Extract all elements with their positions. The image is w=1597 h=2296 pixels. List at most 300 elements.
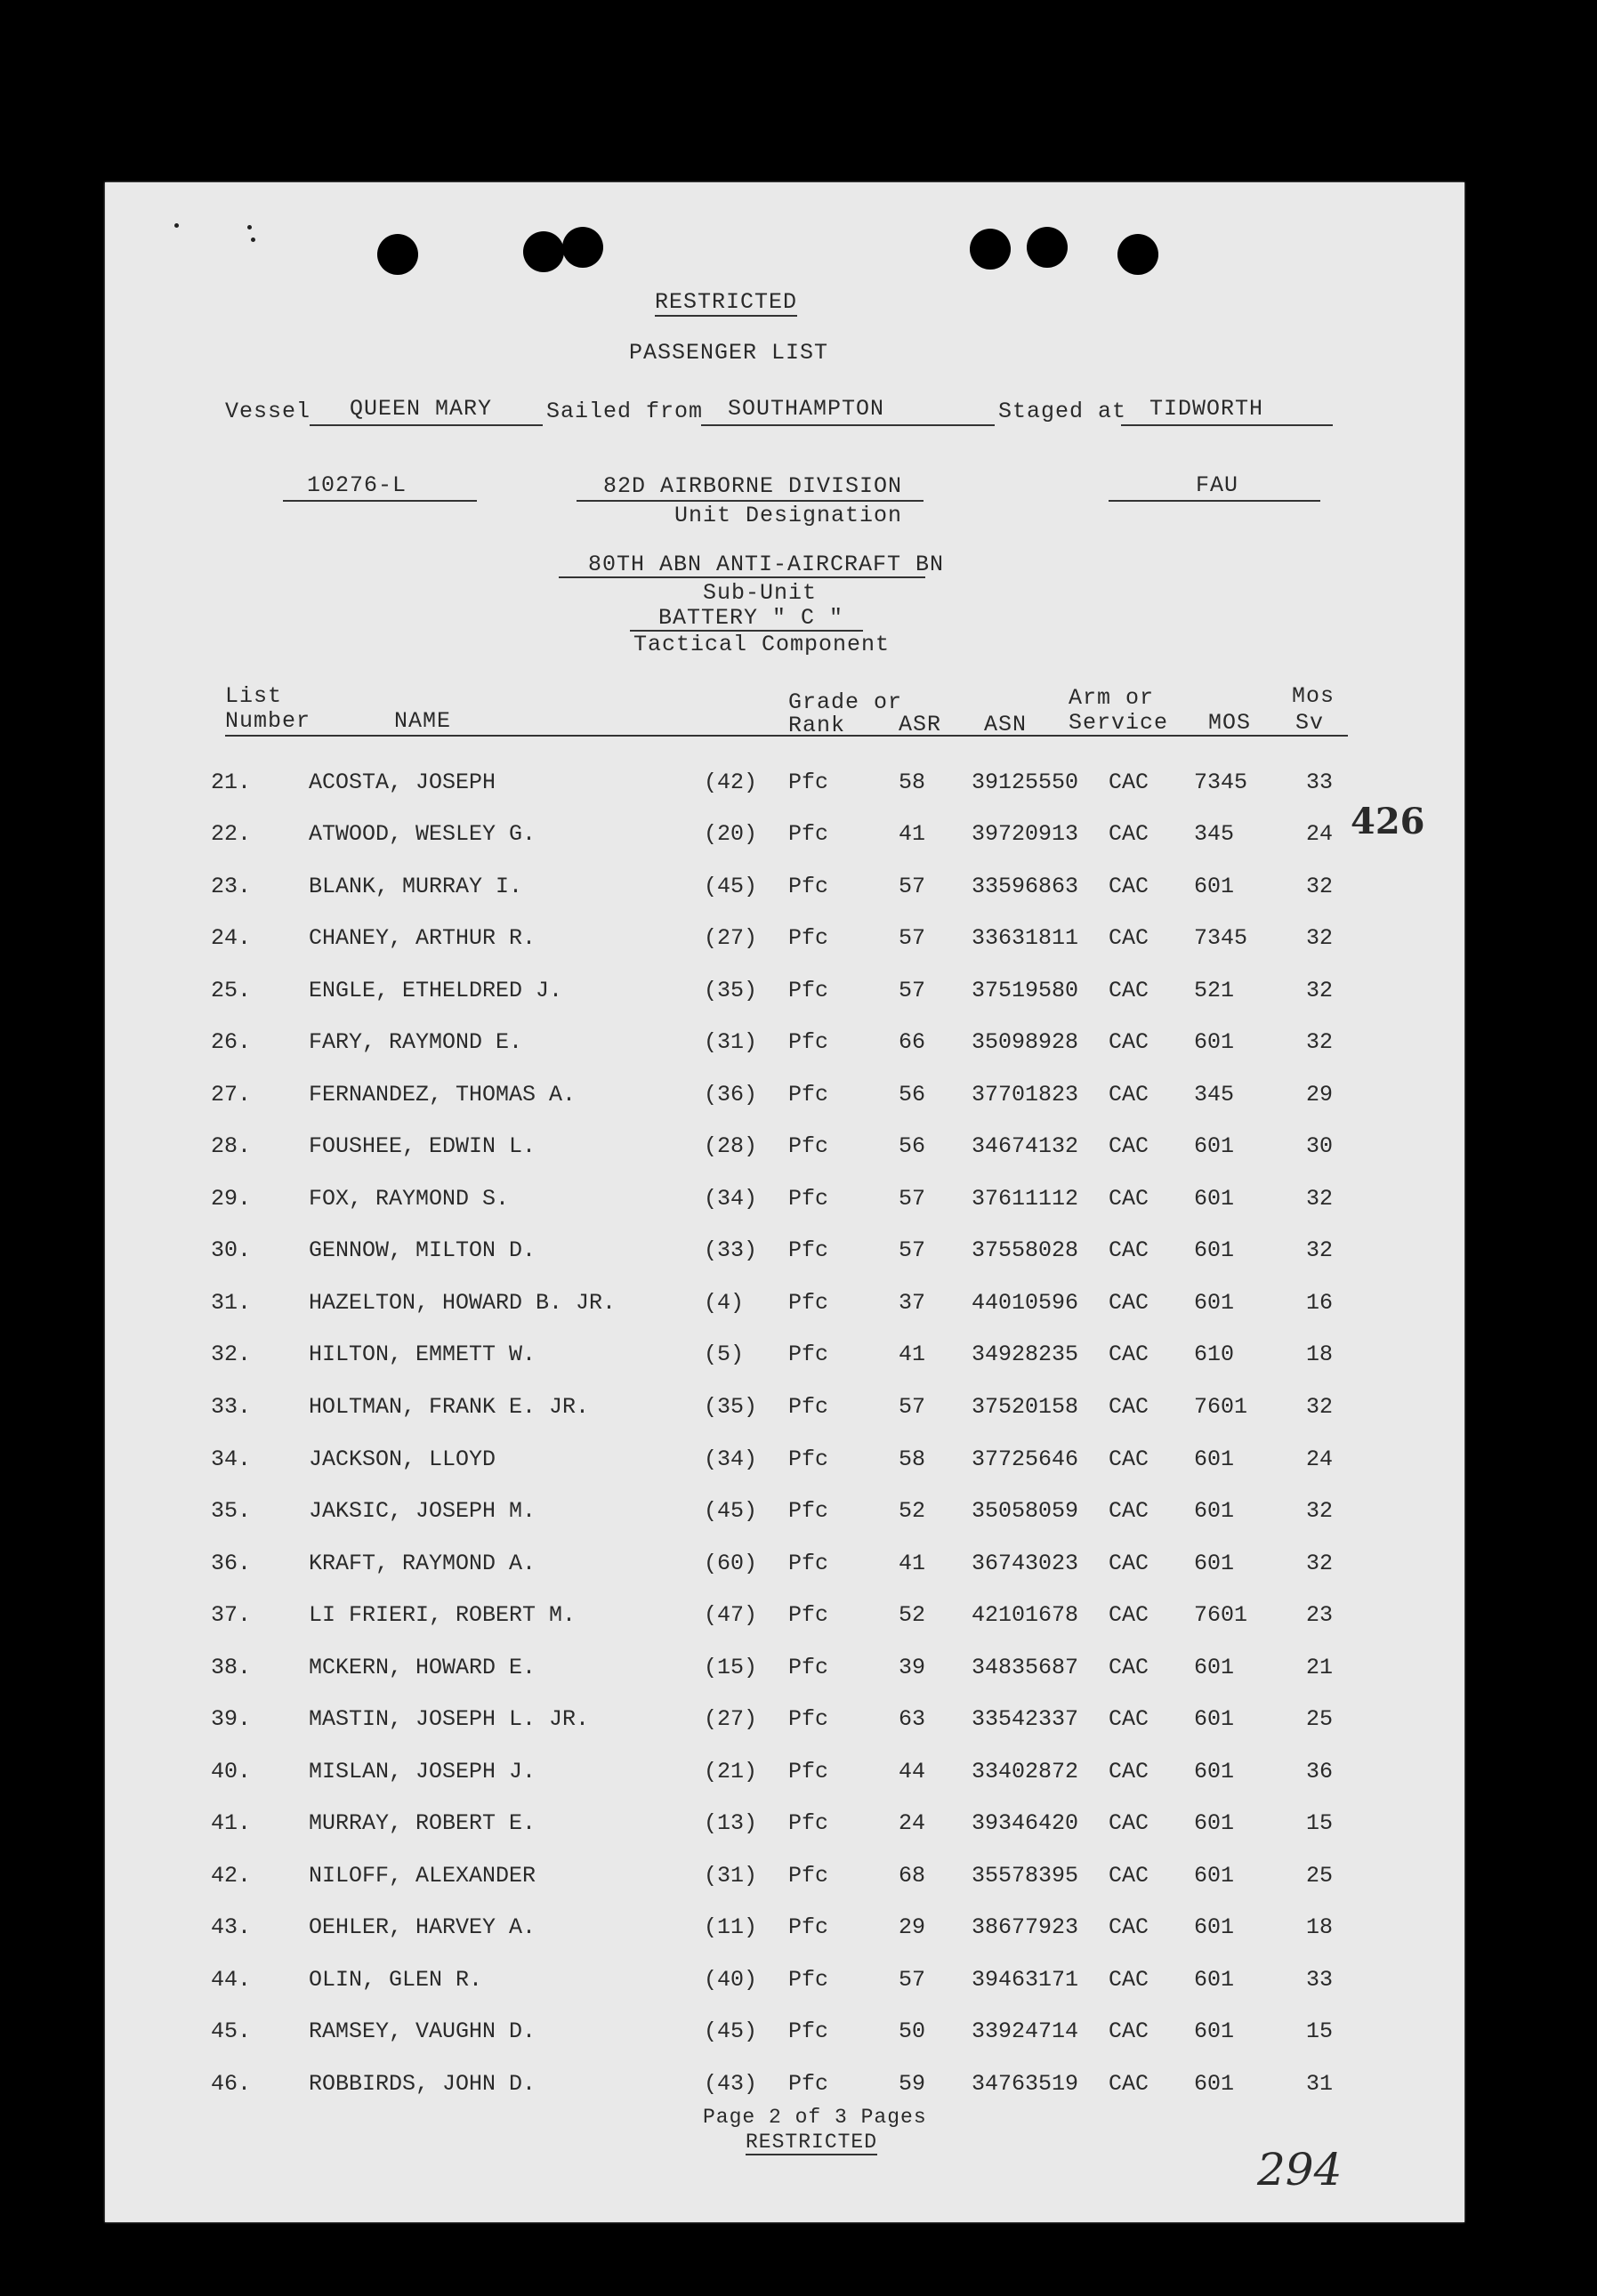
- asr: 41: [899, 821, 926, 847]
- table-row: [105, 1810, 1464, 1846]
- passenger-name: KRAFT, RAYMOND A.: [309, 1551, 536, 1576]
- table-row: [105, 1341, 1464, 1377]
- arm-service: CAC: [1109, 874, 1149, 899]
- handwritten-number: 294: [1257, 2144, 1343, 2195]
- table-row: [105, 1967, 1464, 2002]
- asn: 37558028: [972, 1237, 1079, 1263]
- mos-sv: 32: [1306, 1551, 1334, 1576]
- mos-sv: 16: [1306, 1290, 1334, 1316]
- passenger-name: OLIN, GLEN R.: [309, 1967, 483, 1993]
- list-number: 39.: [211, 1706, 252, 1732]
- mos-sv: 24: [1306, 1446, 1334, 1472]
- table-row: [105, 1446, 1464, 1482]
- asr: 52: [899, 1498, 926, 1524]
- passenger-name: JAKSIC, JOSEPH M.: [309, 1498, 536, 1524]
- mos-sv: 32: [1306, 925, 1334, 951]
- arm-service: CAC: [1109, 1967, 1149, 1993]
- col-mos: MOS: [1208, 710, 1252, 736]
- list-number: 38.: [211, 1655, 252, 1680]
- grade: Pfc: [788, 1186, 829, 1212]
- asn: 35578395: [972, 1863, 1079, 1889]
- list-number: 30.: [211, 1237, 252, 1263]
- passenger-name: OEHLER, HARVEY A.: [309, 1914, 536, 1940]
- asr: 41: [899, 1551, 926, 1576]
- passenger-name: FOX, RAYMOND S.: [309, 1186, 510, 1212]
- staged-label: Staged at: [998, 399, 1127, 424]
- arm-service: CAC: [1109, 1237, 1149, 1263]
- list-number: 37.: [211, 1602, 252, 1628]
- grade: Pfc: [788, 1290, 829, 1316]
- index: (34): [704, 1446, 758, 1472]
- list-number: 32.: [211, 1341, 252, 1367]
- mos: 601: [1194, 1706, 1235, 1732]
- mos: 7601: [1194, 1394, 1248, 1420]
- mos: 345: [1194, 1082, 1235, 1108]
- asr: 57: [899, 1186, 926, 1212]
- index: (33): [704, 1237, 758, 1263]
- col-arm-2: Service: [1069, 710, 1169, 736]
- grade: Pfc: [788, 1029, 829, 1055]
- sub-unit-label: Sub-Unit: [703, 580, 818, 606]
- grade: Pfc: [788, 1914, 829, 1940]
- list-number: 36.: [211, 1551, 252, 1576]
- index: (31): [704, 1863, 758, 1889]
- passenger-name: CHANEY, ARTHUR R.: [309, 925, 536, 951]
- punch-hole: [562, 227, 603, 268]
- asr: 56: [899, 1133, 926, 1159]
- passenger-name: MISLAN, JOSEPH J.: [309, 1759, 536, 1784]
- asn: 44010596: [972, 1290, 1079, 1316]
- index: (34): [704, 1186, 758, 1212]
- grade: Pfc: [788, 1082, 829, 1108]
- passenger-name: ENGLE, ETHELDRED J.: [309, 978, 563, 1003]
- mos: 345: [1194, 821, 1235, 847]
- list-number: 41.: [211, 1810, 252, 1836]
- table-row: [105, 1237, 1464, 1273]
- stamp-number: 426: [1351, 801, 1425, 842]
- punch-hole: [377, 234, 418, 275]
- table-row: [105, 1082, 1464, 1117]
- asr: 59: [899, 2071, 926, 2097]
- arm-service: CAC: [1109, 1863, 1149, 1889]
- vessel-value: QUEEN MARY: [350, 396, 493, 422]
- grade: Pfc: [788, 874, 829, 899]
- arm-service: CAC: [1109, 1551, 1149, 1576]
- table-row: [105, 769, 1464, 805]
- arm-service: CAC: [1109, 1029, 1149, 1055]
- table-row: [105, 1290, 1464, 1325]
- punch-hole: [1117, 234, 1158, 275]
- passenger-name: GENNOW, MILTON D.: [309, 1237, 536, 1263]
- passenger-name: HILTON, EMMETT W.: [309, 1341, 536, 1367]
- asr: 50: [899, 2018, 926, 2044]
- code-value: FAU: [1196, 472, 1239, 498]
- grade: Pfc: [788, 1967, 829, 1993]
- asn: 33924714: [972, 2018, 1079, 2044]
- mos: 601: [1194, 1186, 1235, 1212]
- asr: 66: [899, 1029, 926, 1055]
- mos: 7601: [1194, 1602, 1248, 1628]
- list-number: 35.: [211, 1498, 252, 1524]
- list-number: 42.: [211, 1863, 252, 1889]
- list-number: 21.: [211, 769, 252, 795]
- asn: 35098928: [972, 1029, 1079, 1055]
- asr: 68: [899, 1863, 926, 1889]
- asn: 33542337: [972, 1706, 1079, 1732]
- table-row: [105, 1759, 1464, 1794]
- table-row: [105, 925, 1464, 961]
- mos-sv: 18: [1306, 1341, 1334, 1367]
- speck: [174, 223, 179, 228]
- index: (20): [704, 821, 758, 847]
- mos-sv: 36: [1306, 1759, 1334, 1784]
- arm-service: CAC: [1109, 769, 1149, 795]
- grade: Pfc: [788, 925, 829, 951]
- arm-service: CAC: [1109, 1446, 1149, 1472]
- passenger-name: JACKSON, LLOYD: [309, 1446, 496, 1472]
- asn: 33596863: [972, 874, 1079, 899]
- list-number: 44.: [211, 1967, 252, 1993]
- arm-service: CAC: [1109, 1602, 1149, 1628]
- mos-sv: 32: [1306, 1237, 1334, 1263]
- asr: 57: [899, 1967, 926, 1993]
- arm-service: CAC: [1109, 1810, 1149, 1836]
- asn: 39720913: [972, 821, 1079, 847]
- table-row: [105, 1863, 1464, 1898]
- list-number: 23.: [211, 874, 252, 899]
- asn: 37701823: [972, 1082, 1079, 1108]
- asn: 37519580: [972, 978, 1079, 1003]
- index: (45): [704, 2018, 758, 2044]
- table-row: [105, 1914, 1464, 1950]
- mos-sv: 32: [1306, 978, 1334, 1003]
- arm-service: CAC: [1109, 2018, 1149, 2044]
- tactical-label: Tactical Component: [633, 632, 891, 657]
- asr: 58: [899, 769, 926, 795]
- grade: Pfc: [788, 1498, 829, 1524]
- mos: 601: [1194, 1133, 1235, 1159]
- table-row: [105, 1602, 1464, 1638]
- list-number: 40.: [211, 1759, 252, 1784]
- restricted-header: RESTRICTED: [655, 289, 798, 315]
- asn: 34928235: [972, 1341, 1079, 1367]
- mos-sv: 32: [1306, 874, 1334, 899]
- asr: 63: [899, 1706, 926, 1732]
- mos: 601: [1194, 2018, 1235, 2044]
- arm-service: CAC: [1109, 925, 1149, 951]
- table-row: [105, 1186, 1464, 1221]
- grade: Pfc: [788, 1810, 829, 1836]
- mos: 601: [1194, 1863, 1235, 1889]
- mos: 601: [1194, 1551, 1235, 1576]
- asr: 44: [899, 1759, 926, 1784]
- asr: 57: [899, 874, 926, 899]
- vessel-label: Vessel: [225, 399, 311, 424]
- passenger-name: NILOFF, ALEXANDER: [309, 1863, 536, 1889]
- arm-service: CAC: [1109, 1498, 1149, 1524]
- page-title: PASSENGER LIST: [629, 340, 829, 366]
- vessel-underline: [310, 424, 543, 426]
- list-number: 26.: [211, 1029, 252, 1055]
- mos-sv: 24: [1306, 821, 1334, 847]
- table-row: [105, 1498, 1464, 1534]
- battery: BATTERY " C ": [658, 605, 844, 631]
- mos-sv: 32: [1306, 1394, 1334, 1420]
- grade: Pfc: [788, 978, 829, 1003]
- table-row: [105, 1655, 1464, 1690]
- asr: 39: [899, 1655, 926, 1680]
- asn: 33631811: [972, 925, 1079, 951]
- asr: 57: [899, 1394, 926, 1420]
- unit-number: 10276-L: [307, 472, 407, 498]
- asr: 58: [899, 1446, 926, 1472]
- mos: 601: [1194, 1655, 1235, 1680]
- header-rule: [225, 735, 1348, 737]
- col-name: NAME: [394, 708, 452, 734]
- passenger-name: ROBBIRDS, JOHN D.: [309, 2071, 536, 2097]
- index: (31): [704, 1029, 758, 1055]
- asn: 42101678: [972, 1602, 1079, 1628]
- asn: 36743023: [972, 1551, 1079, 1576]
- grade: Pfc: [788, 769, 829, 795]
- division-underline: [577, 500, 924, 502]
- passenger-name: MURRAY, ROBERT E.: [309, 1810, 536, 1836]
- grade: Pfc: [788, 1237, 829, 1263]
- list-number: 22.: [211, 821, 252, 847]
- mos: 7345: [1194, 925, 1248, 951]
- speck: [247, 225, 252, 230]
- punch-hole: [1027, 227, 1068, 268]
- index: (40): [704, 1967, 758, 1993]
- asr: 56: [899, 1082, 926, 1108]
- index: (27): [704, 1706, 758, 1732]
- index: (4): [704, 1290, 745, 1316]
- mos-sv: 32: [1306, 1029, 1334, 1055]
- grade: Pfc: [788, 821, 829, 847]
- arm-service: CAC: [1109, 1186, 1149, 1212]
- table-row: [105, 1394, 1464, 1430]
- passenger-name: FARY, RAYMOND E.: [309, 1029, 523, 1055]
- asr: 37: [899, 1290, 926, 1316]
- index: (28): [704, 1133, 758, 1159]
- index: (42): [704, 769, 758, 795]
- col-list-2: Number: [225, 708, 311, 734]
- arm-service: CAC: [1109, 1914, 1149, 1940]
- mos-sv: 15: [1306, 1810, 1334, 1836]
- mos-sv: 18: [1306, 1914, 1334, 1940]
- grade: Pfc: [788, 1655, 829, 1680]
- mos-sv: 33: [1306, 769, 1334, 795]
- list-number: 25.: [211, 978, 252, 1003]
- asr: 41: [899, 1341, 926, 1367]
- col-arm-1: Arm or: [1069, 685, 1155, 711]
- arm-service: CAC: [1109, 1759, 1149, 1784]
- arm-service: CAC: [1109, 1706, 1149, 1732]
- table-row: [105, 1706, 1464, 1742]
- sailed-value: SOUTHAMPTON: [728, 396, 885, 422]
- grade: Pfc: [788, 1133, 829, 1159]
- list-number: 28.: [211, 1133, 252, 1159]
- index: (45): [704, 874, 758, 899]
- arm-service: CAC: [1109, 1133, 1149, 1159]
- grade: Pfc: [788, 1863, 829, 1889]
- grade: Pfc: [788, 1706, 829, 1732]
- grade: Pfc: [788, 1551, 829, 1576]
- punch-hole: [523, 231, 564, 272]
- arm-service: CAC: [1109, 1082, 1149, 1108]
- index: (15): [704, 1655, 758, 1680]
- asr: 57: [899, 978, 926, 1003]
- mos: 601: [1194, 2071, 1235, 2097]
- list-number: 33.: [211, 1394, 252, 1420]
- passenger-name: RAMSEY, VAUGHN D.: [309, 2018, 536, 2044]
- staged-value: TIDWORTH: [1149, 396, 1264, 422]
- sailed-underline: [701, 424, 995, 426]
- col-sv-2: Sv: [1295, 710, 1325, 736]
- mos-sv: 21: [1306, 1655, 1334, 1680]
- grade: Pfc: [788, 1602, 829, 1628]
- document-page: [105, 182, 1464, 2222]
- mos-sv: 30: [1306, 1133, 1334, 1159]
- index: (45): [704, 1498, 758, 1524]
- grade: Pfc: [788, 1341, 829, 1367]
- index: (47): [704, 1602, 758, 1628]
- asn: 37520158: [972, 1394, 1079, 1420]
- asr: 57: [899, 1237, 926, 1263]
- col-grade-1: Grade or: [788, 689, 903, 715]
- asn: 33402872: [972, 1759, 1079, 1784]
- mos: 601: [1194, 1029, 1235, 1055]
- grade: Pfc: [788, 1446, 829, 1472]
- mos-sv: 15: [1306, 2018, 1334, 2044]
- mos: 601: [1194, 1967, 1235, 1993]
- asn: 34835687: [972, 1655, 1079, 1680]
- mos: 601: [1194, 1237, 1235, 1263]
- col-asn: ASN: [984, 712, 1028, 737]
- mos-sv: 31: [1306, 2071, 1334, 2097]
- col-sv-1: Mos: [1292, 683, 1335, 709]
- asn: 34763519: [972, 2071, 1079, 2097]
- col-grade-2: Rank: [788, 713, 846, 738]
- asn: 39125550: [972, 769, 1079, 795]
- list-number: 43.: [211, 1914, 252, 1940]
- passenger-name: ATWOOD, WESLEY G.: [309, 821, 536, 847]
- index: (5): [704, 1341, 745, 1367]
- staged-underline: [1121, 424, 1333, 426]
- index: (13): [704, 1810, 758, 1836]
- passenger-name: LI FRIERI, ROBERT M.: [309, 1602, 577, 1628]
- division: 82D AIRBORNE DIVISION: [603, 473, 903, 499]
- mos-sv: 25: [1306, 1863, 1334, 1889]
- asn: 37725646: [972, 1446, 1079, 1472]
- list-number: 27.: [211, 1082, 252, 1108]
- sailed-label: Sailed from: [546, 399, 704, 424]
- list-number: 34.: [211, 1446, 252, 1472]
- arm-service: CAC: [1109, 821, 1149, 847]
- mos: 521: [1194, 978, 1235, 1003]
- table-row: [105, 1551, 1464, 1586]
- passenger-name: FOUSHEE, EDWIN L.: [309, 1133, 536, 1159]
- index: (27): [704, 925, 758, 951]
- mos-sv: 25: [1306, 1706, 1334, 1732]
- arm-service: CAC: [1109, 1655, 1149, 1680]
- list-number: 46.: [211, 2071, 252, 2097]
- arm-service: CAC: [1109, 978, 1149, 1003]
- asn: 38677923: [972, 1914, 1079, 1940]
- mos-sv: 33: [1306, 1967, 1334, 1993]
- col-asr: ASR: [899, 712, 942, 737]
- mos: 601: [1194, 1290, 1235, 1316]
- list-number: 45.: [211, 2018, 252, 2044]
- table-row: [105, 2018, 1464, 2054]
- arm-service: CAC: [1109, 2071, 1149, 2097]
- asn: 39463171: [972, 1967, 1079, 1993]
- list-number: 29.: [211, 1186, 252, 1212]
- index: (43): [704, 2071, 758, 2097]
- passenger-name: HOLTMAN, FRANK E. JR.: [309, 1394, 590, 1420]
- mos: 610: [1194, 1341, 1235, 1367]
- mos: 601: [1194, 1446, 1235, 1472]
- index: (11): [704, 1914, 758, 1940]
- sub-unit-underline: [559, 576, 925, 578]
- index: (60): [704, 1551, 758, 1576]
- arm-service: CAC: [1109, 1341, 1149, 1367]
- list-number: 31.: [211, 1290, 252, 1316]
- table-row: [105, 1029, 1464, 1065]
- asn: 35058059: [972, 1498, 1079, 1524]
- sub-unit: 80TH ABN ANTI-AIRCRAFT BN: [588, 552, 945, 577]
- unit-number-underline: [283, 500, 477, 502]
- asn: 34674132: [972, 1133, 1079, 1159]
- asn: 39346420: [972, 1810, 1079, 1836]
- index: (21): [704, 1759, 758, 1784]
- asn: 37611112: [972, 1186, 1079, 1212]
- passenger-name: BLANK, MURRAY I.: [309, 874, 523, 899]
- passenger-name: MASTIN, JOSEPH L. JR.: [309, 1706, 590, 1732]
- col-list-1: List: [225, 683, 283, 709]
- list-number: 24.: [211, 925, 252, 951]
- arm-service: CAC: [1109, 1394, 1149, 1420]
- asr: 24: [899, 1810, 926, 1836]
- table-row: [105, 821, 1464, 857]
- table-row: [105, 1133, 1464, 1169]
- mos-sv: 23: [1306, 1602, 1334, 1628]
- mos-sv: 32: [1306, 1498, 1334, 1524]
- restricted-footer: RESTRICTED: [746, 2131, 878, 2154]
- mos: 601: [1194, 874, 1235, 899]
- table-row: [105, 978, 1464, 1013]
- grade: Pfc: [788, 1394, 829, 1420]
- mos: 601: [1194, 1914, 1235, 1940]
- table-row: [105, 874, 1464, 909]
- passenger-name: ACOSTA, JOSEPH: [309, 769, 496, 795]
- unit-designation-label: Unit Designation: [674, 503, 903, 528]
- passenger-name: HAZELTON, HOWARD B. JR.: [309, 1290, 617, 1316]
- index: (36): [704, 1082, 758, 1108]
- index: (35): [704, 1394, 758, 1420]
- mos: 7345: [1194, 769, 1248, 795]
- code-underline: [1109, 500, 1320, 502]
- mos-sv: 29: [1306, 1082, 1334, 1108]
- page-footer: Page 2 of 3 Pages: [703, 2106, 927, 2129]
- asr: 57: [899, 925, 926, 951]
- asr: 52: [899, 1602, 926, 1628]
- arm-service: CAC: [1109, 1290, 1149, 1316]
- punch-hole: [970, 229, 1011, 270]
- grade: Pfc: [788, 1759, 829, 1784]
- mos-sv: 32: [1306, 1186, 1334, 1212]
- mos: 601: [1194, 1498, 1235, 1524]
